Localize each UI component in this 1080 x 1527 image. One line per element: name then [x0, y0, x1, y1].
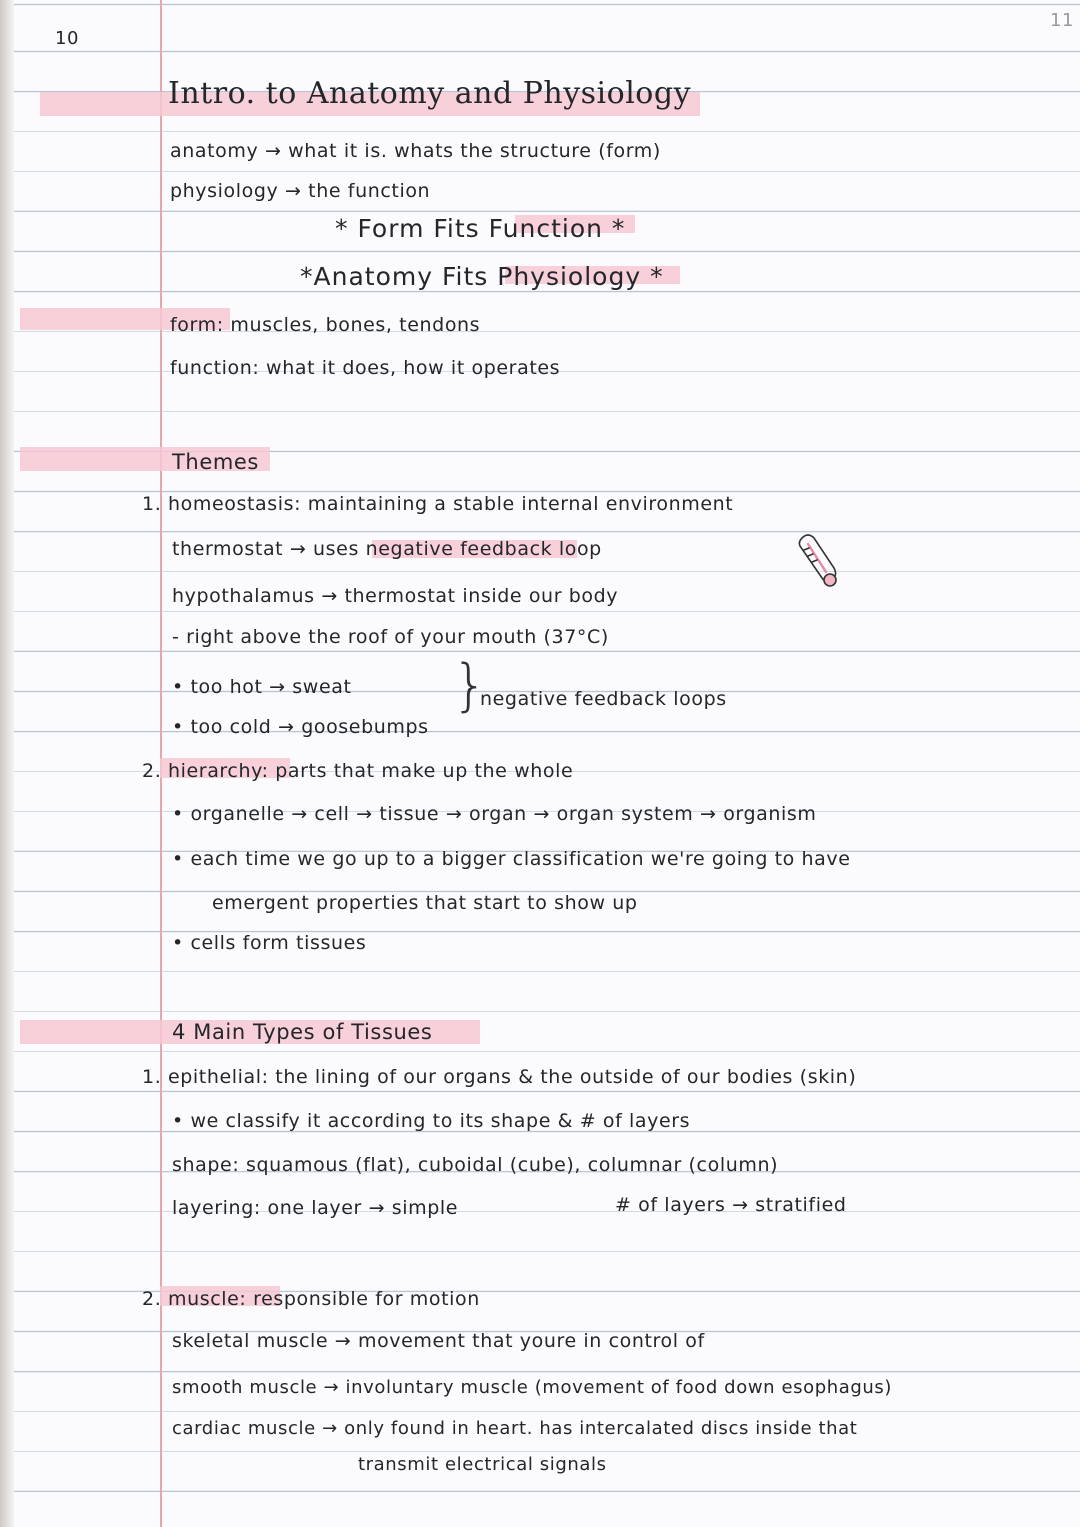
tissue-epithelial: 1. epithelial: the lining of our organs & the outside of our bodies (skin)	[142, 1066, 857, 1088]
epithelial-layering-stratified: # of layers → stratified	[615, 1194, 847, 1216]
page-edge-shadow	[0, 0, 14, 1527]
muscle-skeletal: skeletal muscle → movement that youre in control of	[172, 1330, 705, 1352]
theme-homeostasis: 1. homeostasis: maintaining a stable internal environment	[142, 493, 734, 515]
muscle-cardiac: cardiac muscle → only found in heart. has intercalated discs inside that	[172, 1418, 858, 1439]
hierarchy-cells: • cells form tissues	[172, 932, 367, 954]
form-note: form: muscles, bones, tendons	[170, 314, 481, 336]
brace: }	[452, 653, 488, 718]
hierarchy-classification: • each time we go up to a bigger classification we're going to have	[172, 848, 851, 870]
physiology-definition: physiology → the function	[170, 180, 431, 202]
muscle-smooth-line: smooth muscle → involuntary muscle (movement of food down esophagus)	[172, 1377, 893, 1398]
theme-thermostat: thermostat → uses negative feedback loop	[172, 538, 602, 560]
theme-hierarchy: 2. hierarchy: parts that make up the whole	[142, 760, 574, 782]
epithelial-layering-simple: layering: one layer → simple	[172, 1197, 459, 1219]
center-note-anatomy-fits-physiology: *Anatomy Fits Physiology *	[300, 262, 664, 291]
epithelial-classify: • we classify it according to its shape & # of layers	[172, 1110, 691, 1132]
epithelial-shape: shape: squamous (flat), cuboidal (cube), columnar (column)	[172, 1154, 779, 1176]
thermometer-icon	[790, 528, 850, 598]
themes-heading: Themes	[172, 450, 259, 474]
center-note-form-fits-function: * Form Fits Function *	[335, 214, 626, 243]
page-title: Intro. to Anatomy and Physiology	[168, 76, 692, 111]
tissues-heading: 4 Main Types of Tissues	[172, 1020, 433, 1044]
page-number: 10	[55, 28, 80, 49]
theme-hypothalamus: hypothalamus → thermostat inside our body	[172, 585, 619, 607]
theme-too-hot: • too hot → sweat	[172, 676, 352, 698]
theme-roof-of-mouth: - right above the roof of your mouth (37°C)	[172, 626, 609, 648]
hierarchy-emergent: emergent properties that start to show up	[212, 892, 638, 914]
function-note: function: what it does, how it operates	[170, 357, 561, 379]
hierarchy-chain: • organelle → cell → tissue → organ → organ system → organism	[172, 803, 817, 825]
corner-mark: 11	[1050, 10, 1075, 31]
tissue-muscle: 2. muscle: responsible for motion	[142, 1288, 480, 1310]
muscle-cardiac-continued: transmit electrical signals	[358, 1454, 607, 1475]
negative-feedback-loops-label: negative feedback loops	[480, 688, 727, 710]
anatomy-definition: anatomy → what it is. whats the structure (form)	[170, 140, 661, 162]
theme-too-cold: • too cold → goosebumps	[172, 716, 429, 738]
